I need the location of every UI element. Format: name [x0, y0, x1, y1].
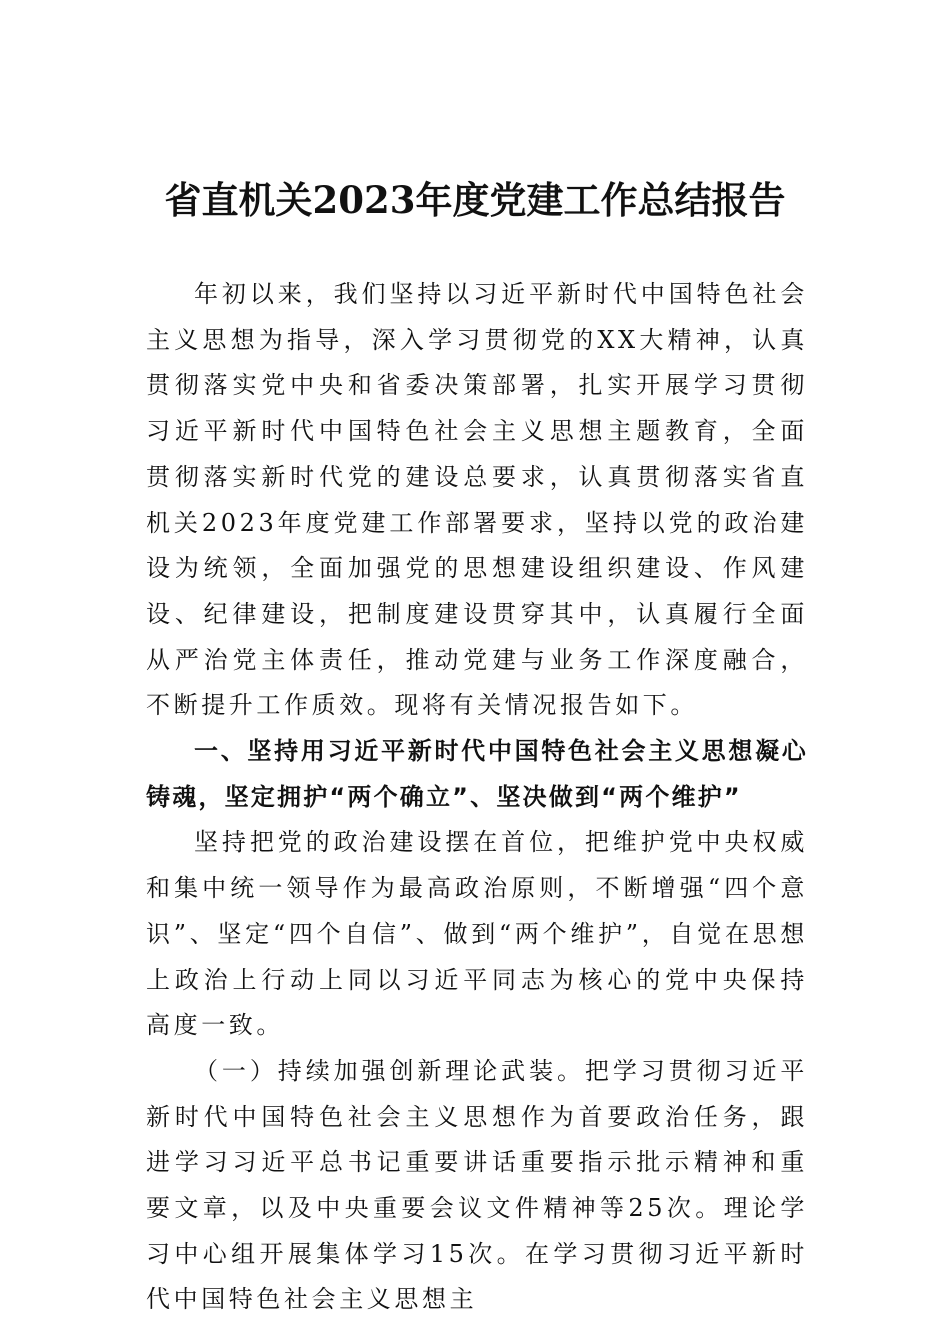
section-1-paragraph: 坚持把党的政治建设摆在首位，把维护党中央权威和集中统一领导作为最高政治原则，不断增强“四个意识”、坚定“四个自信”、做到“两个维护”，自觉在思想上政治上行动上同以习近平同志为核心的党中央保持高度一致。: [146, 828, 808, 1040]
document-body: [146, 272, 808, 1323]
intro-paragraph: 年初以来，我们坚持以习近平新时代中国特色社会主义思想为指导，深入学习贯彻党的XX大精神，认真贯彻落实党中央和省委决策部署，扎实开展学习贯彻习近平新时代中国特色社会主义思想主题教育，全面贯彻落实新时代党的建设总要求，认真贯彻落实省直机关2023年度党建工作部署要求，坚持以党的政治建设为统领，全面加强党的思想建设组织建设、作风建设、纪律建设，把制度建设贯穿其中，认真履行全面从严治党主体责任，推动党建与业务工作深度融合，不断提升工作质效。现将有关情况报告如下。: [146, 280, 808, 720]
section-heading-1: 一、坚持用习近平新时代中国特色社会主义思想凝心铸魂，坚定拥护“两个确立”、坚决做到“两个维护”: [146, 737, 808, 811]
subsection-1-paragraph: （一）持续加强创新理论武装。把学习贯彻习近平新时代中国特色社会主义思想作为首要政治任务，跟进学习习近平总书记重要讲话重要指示批示精神和重要文章，以及中央重要会议文件精神等25次。理论学习中心组开展集体学习15次。在学习贯彻习近平新时代中国特色社会主义思想主: [146, 1056, 808, 1314]
document-title: 省直机关2023年度党建工作总结报告: [164, 178, 786, 222]
